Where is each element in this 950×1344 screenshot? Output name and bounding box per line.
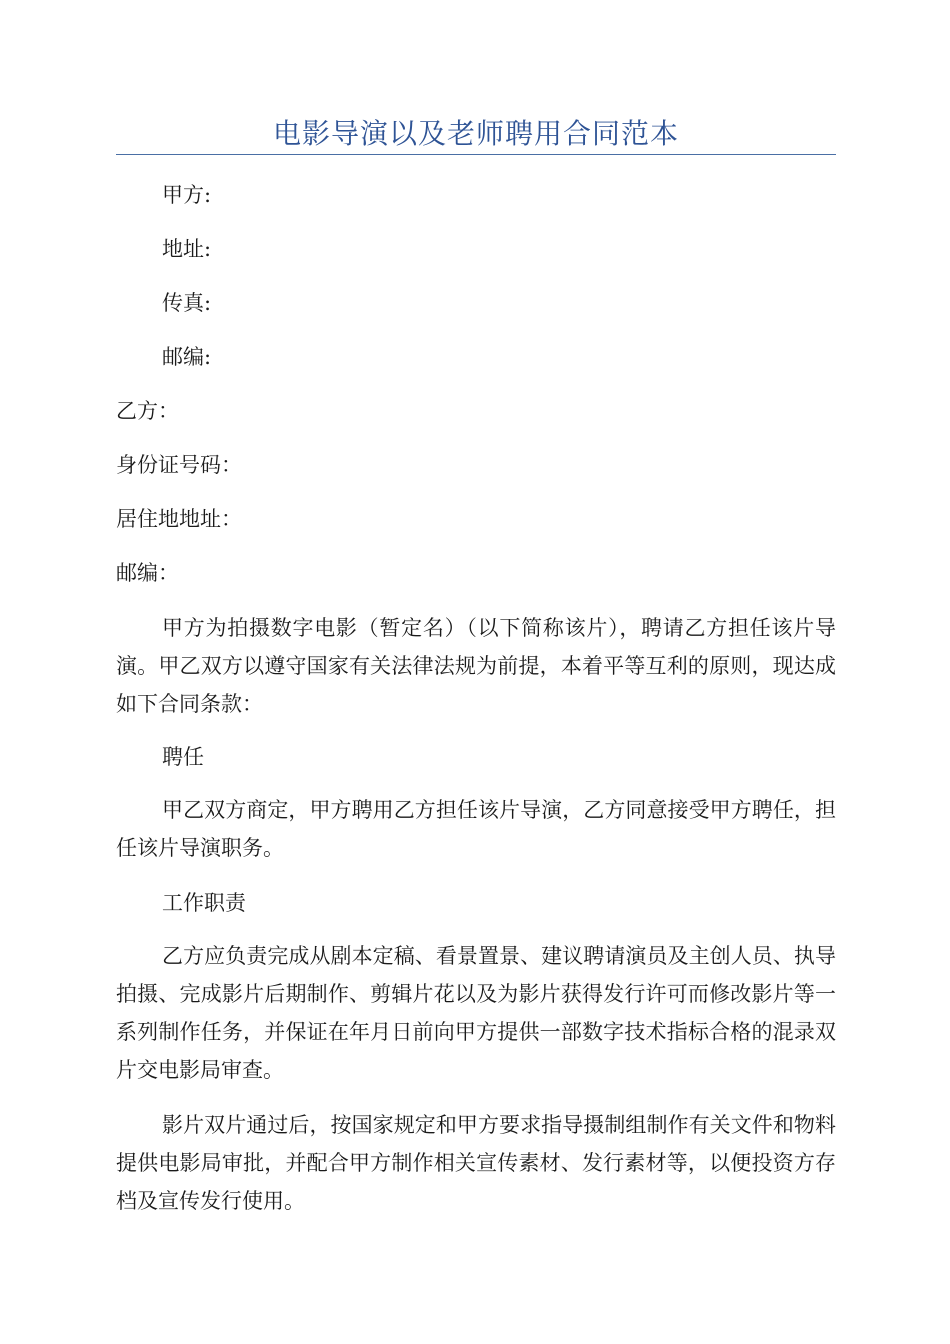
party-b-postcode-label: 邮编： <box>116 561 179 585</box>
duties-paragraph-2: 影片双片通过后，按国家规定和甲方要求指导摄制组制作有关文件和物料提供电影局审批，并配合甲方制作相关宣传素材、发行素材等，以便投资方存档及宣传发行使用。 <box>116 1113 836 1213</box>
section-heading-duties: 工作职责 <box>162 891 246 915</box>
party-a-postcode-label: 邮编: <box>162 345 212 369</box>
party-a-label: 甲方: <box>162 183 212 207</box>
party-b-residence-label: 居住地地址： <box>116 507 242 531</box>
appointment-paragraph: 甲乙双方商定，甲方聘用乙方担任该片导演，乙方同意接受甲方聘任，担任该片导演职务。 <box>116 798 836 860</box>
document-page <box>116 0 836 1213</box>
party-a-fax-label: 传真: <box>162 291 212 315</box>
document-title: 电影导演以及老师聘用合同范本 <box>272 117 679 150</box>
intro-paragraph: 甲方为拍摄数字电影（暂定名）（以下简称该片），聘请乙方担任该片导演。甲乙双方以遵守国家有关法律法规为前提，本着平等互利的原则，现达成如下合同条款： <box>116 616 836 716</box>
title-underline <box>116 154 836 155</box>
party-b-label: 乙方： <box>116 399 179 423</box>
party-a-address-label: 地址: <box>162 237 212 261</box>
party-b-id-label: 身份证号码： <box>116 453 242 477</box>
section-heading-appointment: 聘任 <box>162 745 204 769</box>
duties-paragraph-1: 乙方应负责完成从剧本定稿、看景置景、建议聘请演员及主创人员、执导拍摄、完成影片后期制作、剪辑片花以及为影片获得发行许可而修改影片等一系列制作任务，并保证在年月日前向甲方提供一部数字技术指标合格的混录双片交电影局审查。 <box>116 944 836 1082</box>
